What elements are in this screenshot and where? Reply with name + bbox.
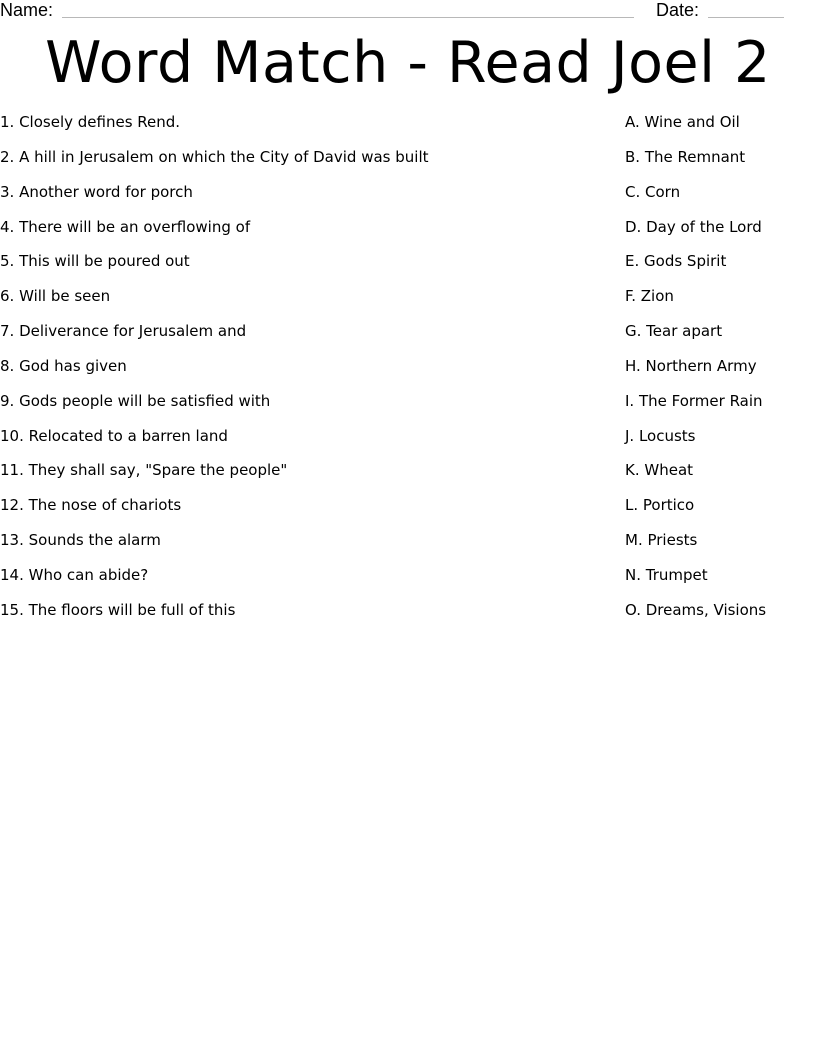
clue-item: 12. The nose of chariots xyxy=(0,496,182,515)
answer-item: C. Corn xyxy=(625,182,681,201)
answer-item: A. Wine and Oil xyxy=(625,113,740,131)
clue-item: 6. Will be seen xyxy=(0,287,111,306)
answer-item: N. Trumpet xyxy=(625,565,708,584)
clue-item: 15. The floors will be full of this xyxy=(0,600,236,619)
clue-item: 1. Closely defines Rend. xyxy=(0,113,181,131)
answer-item: G. Tear apart xyxy=(625,322,723,341)
clue-item: 10. Relocated to a barren land xyxy=(0,426,228,445)
answer-item: E. Gods Spirit xyxy=(625,252,727,271)
answer-item: I. The Former Rain xyxy=(625,391,763,410)
clue-item: 14. Who can abide? xyxy=(0,565,149,584)
answer-item: B. The Remnant xyxy=(625,147,746,166)
name-label: Name: xyxy=(0,0,54,20)
name-field-line[interactable] xyxy=(62,17,634,18)
answer-item: F. Zion xyxy=(625,287,674,306)
answer-item: H. Northern Army xyxy=(625,356,757,375)
answer-item: J. Locusts xyxy=(625,426,696,445)
page-title: Word Match - Read Joel 2 xyxy=(45,30,771,96)
clue-item: 4. There will be an overflowing of xyxy=(0,217,251,236)
answer-item: O. Dreams, Visions xyxy=(625,600,767,619)
worksheet-header xyxy=(0,0,816,24)
answer-list xyxy=(625,110,815,633)
clue-item: 3. Another word for porch xyxy=(0,182,193,201)
answer-item: M. Priests xyxy=(625,531,698,550)
clue-item: 13. Sounds the alarm xyxy=(0,531,161,550)
clue-item: 8. God has given xyxy=(0,356,127,375)
clue-item: 11. They shall say, "Spare the people" xyxy=(0,461,288,480)
clue-item: 2. A hill in Jerusalem on which the City of David was built xyxy=(0,147,429,166)
answer-item: D. Day of the Lord xyxy=(625,217,762,236)
clue-list xyxy=(0,110,600,633)
clue-item: 9. Gods people will be satisfied with xyxy=(0,391,271,410)
answer-item: L. Portico xyxy=(625,496,695,515)
clue-item: 5. This will be poured out xyxy=(0,252,190,271)
clue-item: 7. Deliverance for Jerusalem and xyxy=(0,322,247,341)
date-field-line[interactable] xyxy=(708,17,784,18)
answer-item: K. Wheat xyxy=(625,461,694,480)
date-label: Date: xyxy=(656,0,700,20)
